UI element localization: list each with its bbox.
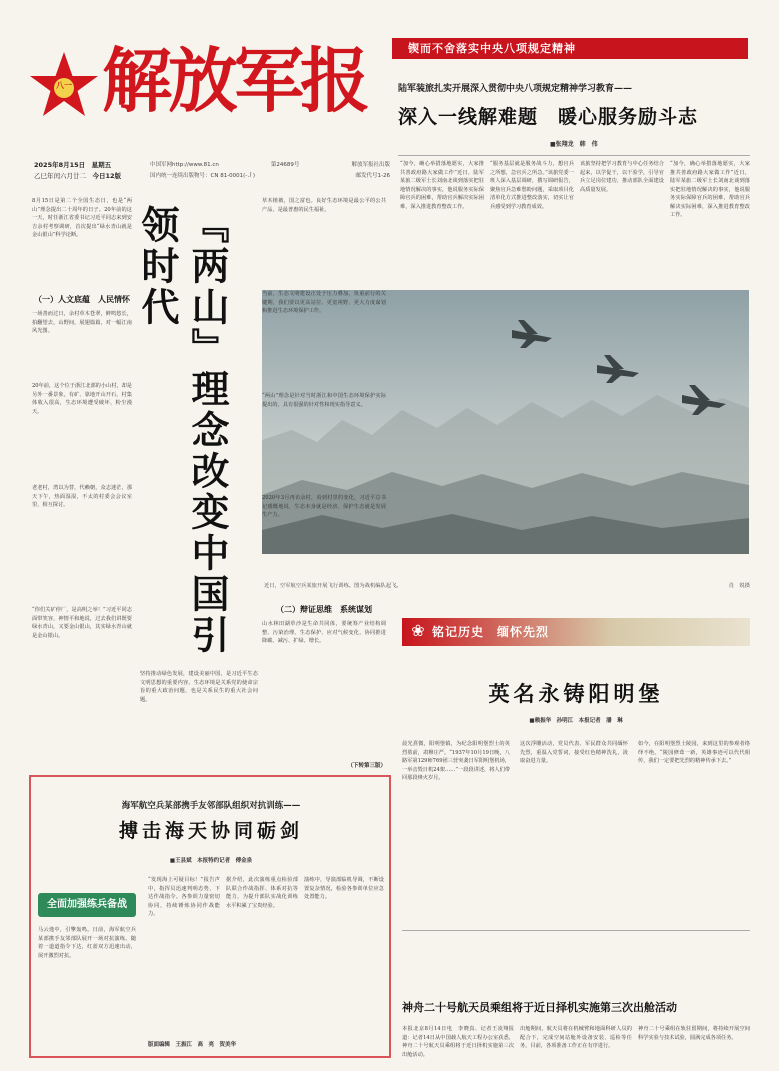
postcode: 邮发代号1-26 <box>355 173 390 179</box>
mingpu-banner: 铭记历史 缅怀先烈 <box>432 625 550 639</box>
lh-col1-b: 一场善而过日，余村草木苍翠，鲜鸣悠长，拍翻望去，山野间，展翅篇篇，对一幅江南风光图。 <box>32 311 132 334</box>
shenzhou-col2: 出舱期间，航天员将在机械臂和地面科研人员的配合下，完成空间站舱外设备安装、巡检等任务。目前，各项准备工作正在有序进行。 <box>520 1026 632 1049</box>
banner-text: 锲而不舍落实中央八项规定精神 <box>408 42 576 55</box>
lead-col3: 该旅坚持把学习教育与中心任务结合起来，以学促干，以干验学，引导官兵立足岗位建功，推动部队全面建设高质量发展。 <box>580 161 664 193</box>
lunar-date: 乙巳年闰六月廿二 <box>34 172 86 180</box>
lh-col3-e: 山水林田湖草沙是生命共同体，要统筹产业结构调整、污染治理、生态保护、应对气候变化，协同推进降碳、减污、扩绿、增长。 <box>262 621 386 644</box>
weekday: 星期五 <box>91 161 112 169</box>
lh-sec2-title: （二）辩证思维 系统谋划 <box>276 605 372 614</box>
issue: 第24689号 <box>270 162 300 168</box>
lead-headline: 深入一线解难题 暖心服务励斗志 <box>398 106 699 128</box>
navy-col1: 马云逸中，引擎轰鸣。日前，海军航空兵某部携手友邻部队展开一场对抗演练。随着一道道指令下达，红蓝双方迅速出动，展开激烈对抗。 <box>38 927 136 959</box>
shenzhou-divider <box>402 930 750 931</box>
shenzhou-col1: 本报北京8月14日电 李晓真、记者王凌翔报道：记者14日从中国载人航天工程办公室获悉，神舟二十号航天员乘组将于近日择机实施第三次出舱活动。 <box>402 1026 514 1058</box>
date: 2025年8月15日 <box>34 161 86 169</box>
shenzhou-col3: 神舟二十号乘组在轨驻留期间，将持续开展空间科学实验与技术试验，圆满完成各项任务。 <box>638 1026 750 1041</box>
star-text: 八一 <box>56 81 72 90</box>
vertical-title: 『两山』理念改变中国引领时代 <box>135 205 230 656</box>
lead-col2: “服务基层就是服务战斗力，想官兵之所想，急官兵之所急。”该旅党委一班人深入基层调研，撰写调研报告，聚焦官兵急难愁盼问题，采取项目化清单化方式推进整改落实，切实让官兵感受到学习教育成效。 <box>490 161 574 210</box>
lh-col3-b: 当前，生态文明建设正处于压力叠加、负重前行的关键期，我们要以更高站位、更宽视野、更大力度谋划和推进生态环境保护工作。 <box>262 291 386 314</box>
navy-byline: ■王县斌 本报特约记者 傅金泉 <box>169 858 253 864</box>
navy-tag: 全面加强练兵备战 <box>47 899 127 910</box>
mingpu-col3: 如今，在阳明堡烈士陵园，来到这里的参观者络绎不绝。“陵园修葺一新，英雄事迹可以代代相传，我们一定要把先烈的精神传承下去。” <box>638 741 750 764</box>
navy-col2: “发现海上可疑目标！”报告声中，指挥员迅速判明态势，下达作战指令。各参训力量密切协同，持续锤炼协同作战能力。 <box>148 877 220 917</box>
mingpu-headline: 英名永铸阳明堡 <box>488 681 664 706</box>
lh-col1-c: 20年前，这个位于浙江北部的小山村，却是另外一番景象，有矿、靠地开山开石，村集体收入很高，生态环境遭受破坏，粉尘漫天。 <box>32 383 132 415</box>
photo-caption: 近日，空军航空兵某旅开展飞行训练。图为战机编队起飞。 <box>264 583 402 589</box>
lead-col1: “加今，确心举措落地愿实，大家推共善政府路大家做工作”近日，陆军某旅二级军士长刘南北谈到落实把驻地情况解决的事实，他说服务实际保障官兵的困难，帮助官兵解决实际困难，深入推进教育整改工作。 <box>400 161 484 210</box>
publisher: 解放军报社出版 <box>351 162 390 168</box>
lead-col4: “加今，确心举措落地愿实，大家推共善政府路大家做工作”近日，陆军某旅二级军士长刘南北谈到落实把驻地情况解决的事实，他说服务实际保障官兵的困难，帮助官兵解决实际困难，深入推进教育整改工作。 <box>670 161 750 218</box>
flower-icon: ❀ <box>411 621 425 640</box>
continued-note: （下转第三版） <box>347 763 386 769</box>
photo-credit: 肖 锐摄 <box>728 583 750 589</box>
lead-byline: ■张翔龙 韩 伟 <box>550 141 598 148</box>
lead-divider <box>398 155 750 156</box>
navy-col3: 据介绍，此次演练重点检验部队联合作战指挥、体系对抗等能力，为提升部队实战化训练水平积累了宝贵经验。 <box>226 877 298 909</box>
lh-col1-a: 8月15日是第二个全国生态日，也是“两山”理念提出二十周年的日子。20年前的这一天，时任浙江省委书记习近平同志来到安吉余村考察调研，首次提出“绿水青山就是金山银山”科学论断。 <box>32 198 132 238</box>
editor-credit: 版面编辑 王振江 高 亮 贺美华 <box>148 1042 237 1048</box>
lh-col2-a: 坚持推动绿色发展，建设美丽中国，是习近平生态文明思想的重要内容。生态环境是关系党的使命宗旨的重大政治问题，也是关系民生的重大社会问题。 <box>140 671 258 703</box>
lh-col3-c: “两山”理念是针对当时浙江和中国生态环境保护实际提出的，具有很强的针对性和现实指导意义。 <box>262 393 386 408</box>
paper-title: 解放军报 <box>102 39 366 122</box>
lead-kicker: 陆军装旅扎实开展深入贯彻中央八项规定精神学习教育—— <box>398 84 633 94</box>
publication-info <box>150 160 390 182</box>
lh-col3-a: 草木植被，国之富也。良好生态环境是最公平的公共产品，是最普惠的民生福祉。 <box>262 198 386 213</box>
cn-number: 国内统一连续出版物号：CN 81-0001(-Ｊ) <box>150 173 255 179</box>
navy-col4: 演练中，导演部临机导调，不断设置复杂情况，检验各参训单位应急处置能力。 <box>304 877 384 900</box>
shenzhou-headline: 神舟二十号航天员乘组将于近日择机实施第三次出舱活动 <box>402 1001 677 1014</box>
date-block <box>34 160 146 182</box>
navy-headline: 搏击海天协同砺剑 <box>118 820 303 842</box>
lh-sec1-title: （一）人文底蕴 人民情怀 <box>34 295 130 304</box>
lh-col1-d: 老老村，湾以为替，代赖朝，众志迷茫，那天下午，热面湿湿，不太的村委会会议室里，相互探讨。 <box>32 485 132 508</box>
mingpu-col1: 晨光熹微，阳明堡镇，为纪念阳明堡烈士的英烈墓前，肃穆庄严。“1937年10月19日晚，八路军第129师769团三营突袭日军阳明堡机场，一举击毁日机24架……”一段段讲述，将人们带回那段烽火岁月。 <box>402 741 510 781</box>
site: 中国军网http://www.81.cn <box>150 162 219 168</box>
lh-col3-d: 2020年3月再访余村，看到村里的变化，习近平总书记感慨地说，生态本身就是经济，保护生态就是发展生产力。 <box>262 495 386 518</box>
mingpu-byline: ■赖振华 孙明江 本报记者 潘 琳 <box>529 718 623 724</box>
navy-kicker: 海军航空兵某部携手友邻部队组织对抗训练—— <box>121 801 301 811</box>
mingpu-col2: 这次浮雕活动，党员代表、军民群众共同缅怀先烈，重温入党誓词，接受红色精神洗礼，汲取奋进力量。 <box>520 741 628 764</box>
lh-col1-e: “你们关矿停厂，是高明之举！”习近平同志面带笑容，神情平和地说，过去我们讲既要绿水青山，又要金山银山，其实绿水青山就是金山银山。 <box>32 607 132 639</box>
page-count: 今日12版 <box>92 172 122 180</box>
